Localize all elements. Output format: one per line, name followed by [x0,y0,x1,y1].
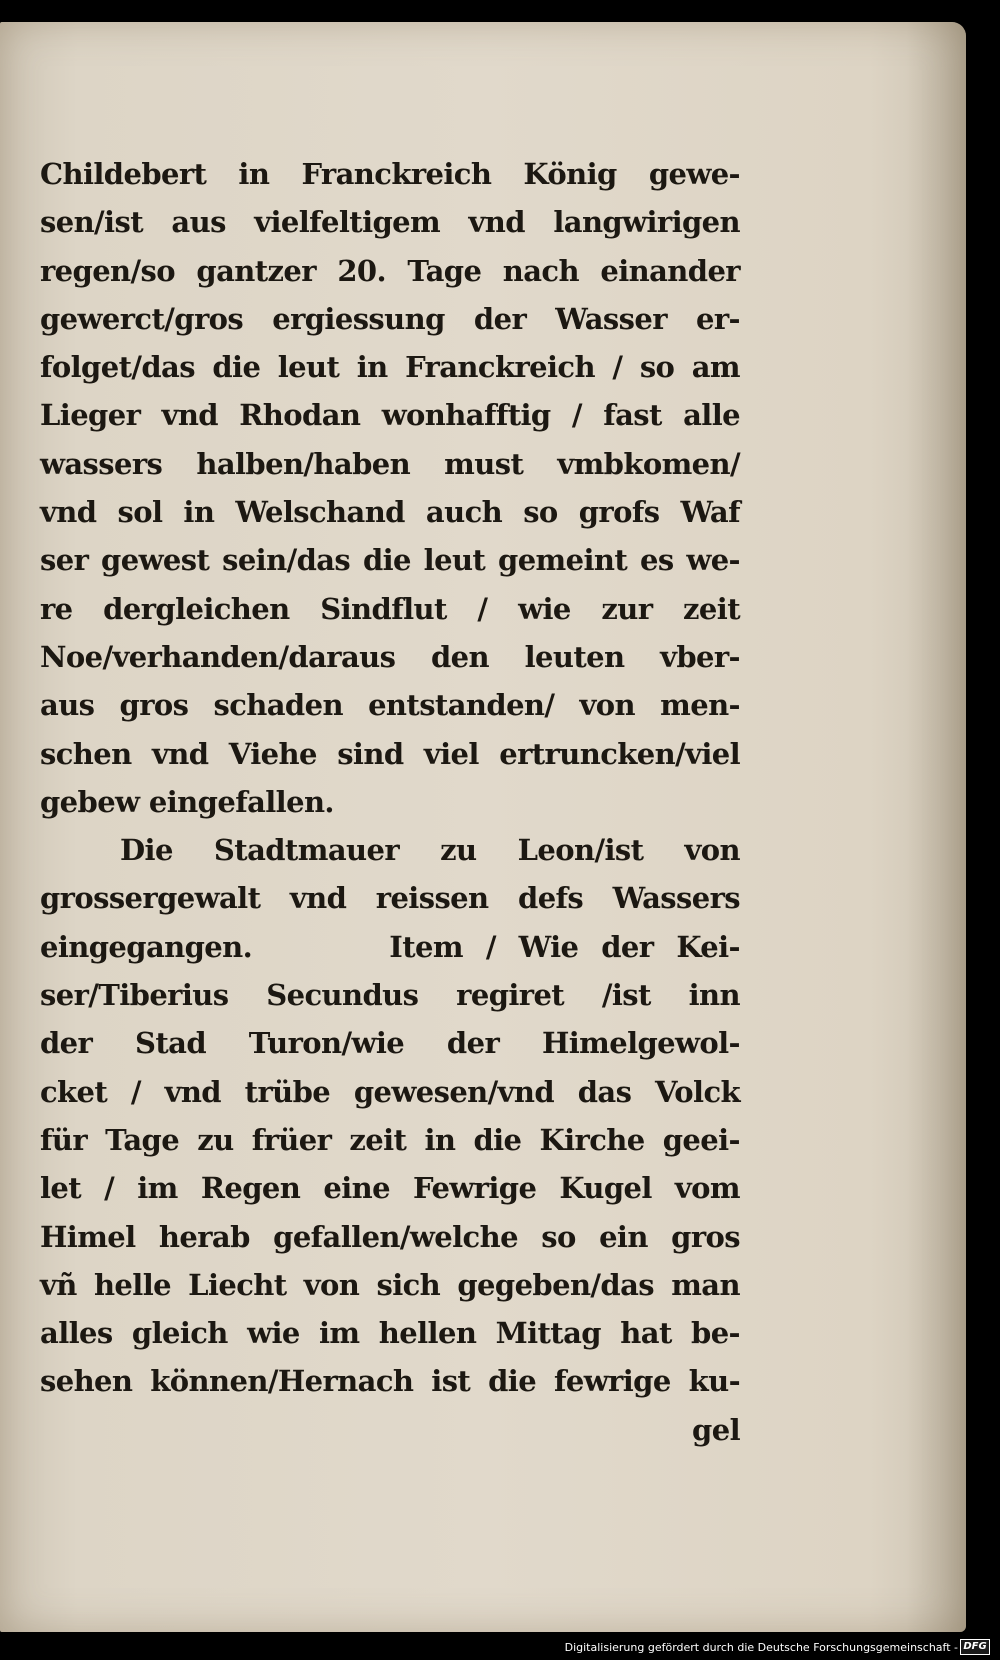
text-line: let / im Regen eine Fewrige Kugel vom [40,1171,740,1206]
text-line: vñ helle Liecht von sich gegeben/das man [40,1267,740,1302]
text-line: für Tage zu früer zeit in die Kirche geei- [40,1122,740,1157]
text-line: sen/ist aus vielfeltigem vnd langwirigen [40,205,740,240]
text-line: gewerct/gros ergiessung der Wasser er- [40,301,740,336]
text-line: folget/das die leut in Franckreich / so am [40,350,740,385]
text-line: gebew eingefallen. [40,784,334,819]
dfg-logo: DFG [960,1639,990,1655]
page-text [40,150,740,1454]
text-line: der Stad Turon/wie der Himelgewol- [40,1026,740,1061]
text-line: vnd sol in Welschand auch so grofs Waf [40,495,740,530]
text-line: Lieger vnd Rhodan wonhafftig / fast alle [40,398,740,433]
text-line: re dergleichen Sindflut / wie zur zeit [40,591,740,626]
text-line: Noe/verhanden/daraus den leuten vber- [40,639,740,674]
text-line: sehen können/Hernach ist die fewrige ku- [40,1364,740,1399]
text-line: Childebert in Franckreich König gewe- [40,157,740,191]
page-edge-shadow [906,22,966,1632]
text-line: wassers halben/haben must vmbkomen/ [40,446,740,481]
text-line: ser/Tiberius Secundus regiret /ist inn [40,978,740,1013]
catchword: gel [692,1412,740,1447]
text-line: alles gleich wie im hellen Mittag hat be- [40,1316,740,1351]
text-line: grossergewalt vnd reissen defs Wassers [40,881,740,916]
funding-credit: Digitalisierung gefördert durch die Deutsche Forschungsgemeinschaft - [564,1641,958,1654]
text-line: ser gewest sein/das die leut gemeint es we- [40,543,740,578]
text-line: eingegangen. Item / Wie der Kei- [40,929,740,964]
paragraph-start-line: Die Stadtmauer zu Leon/ist von [120,833,740,868]
text-line: cket / vnd trübe gewesen/vnd das Volck [40,1074,740,1109]
book-page [0,22,966,1632]
text-line: regen/so gantzer 20. Tage nach einander [40,253,740,288]
text-line: Himel herab gefallen/welche so ein gros [40,1219,740,1254]
footer-bar [0,1632,1000,1660]
text-line: aus gros schaden entstanden/ von men- [40,688,740,723]
text-line: schen vnd Viehe sind viel ertruncken/viel [40,736,740,771]
